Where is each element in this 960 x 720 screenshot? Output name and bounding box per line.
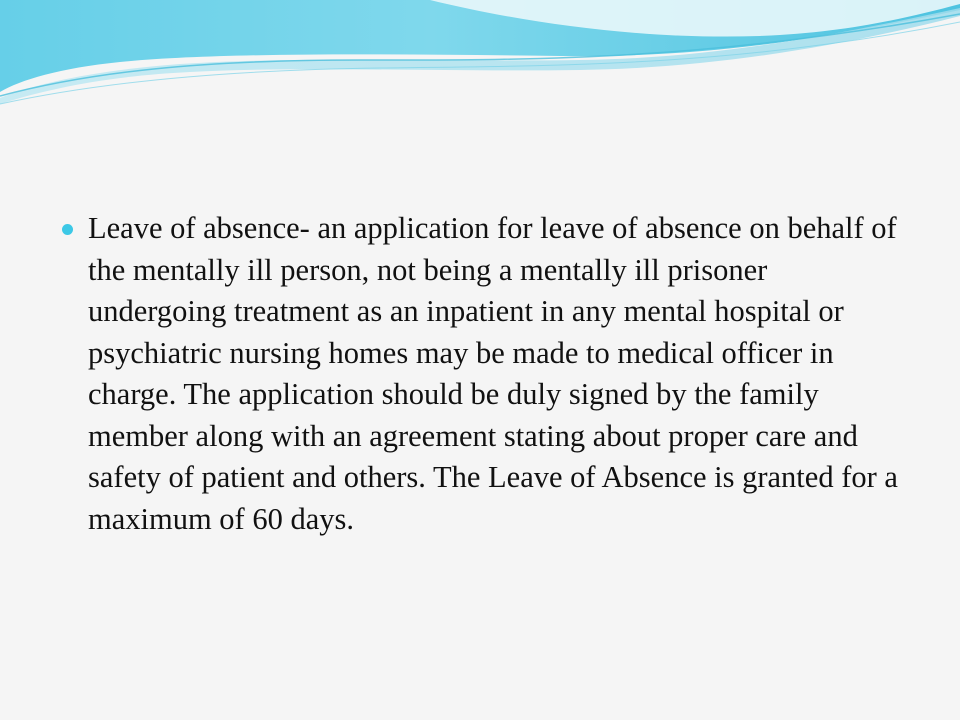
header-wave-decoration xyxy=(0,0,960,120)
bullet-item xyxy=(62,208,912,540)
content-area xyxy=(62,208,912,540)
bullet-text: Leave of absence- an application for leave of absence on behalf of the mentally ill person, not being a mentally ill prisoner undergoing treatment as an inpatient in any mental hospital or psychiatric nursing homes may be made to medical officer in charge. The application should be duly signed by the family member along with an agreement stating about proper care and safety of patient and others. The Leave of Absence is granted for a maximum of 60 days. xyxy=(88,211,898,536)
bullet-dot-icon xyxy=(62,224,73,235)
